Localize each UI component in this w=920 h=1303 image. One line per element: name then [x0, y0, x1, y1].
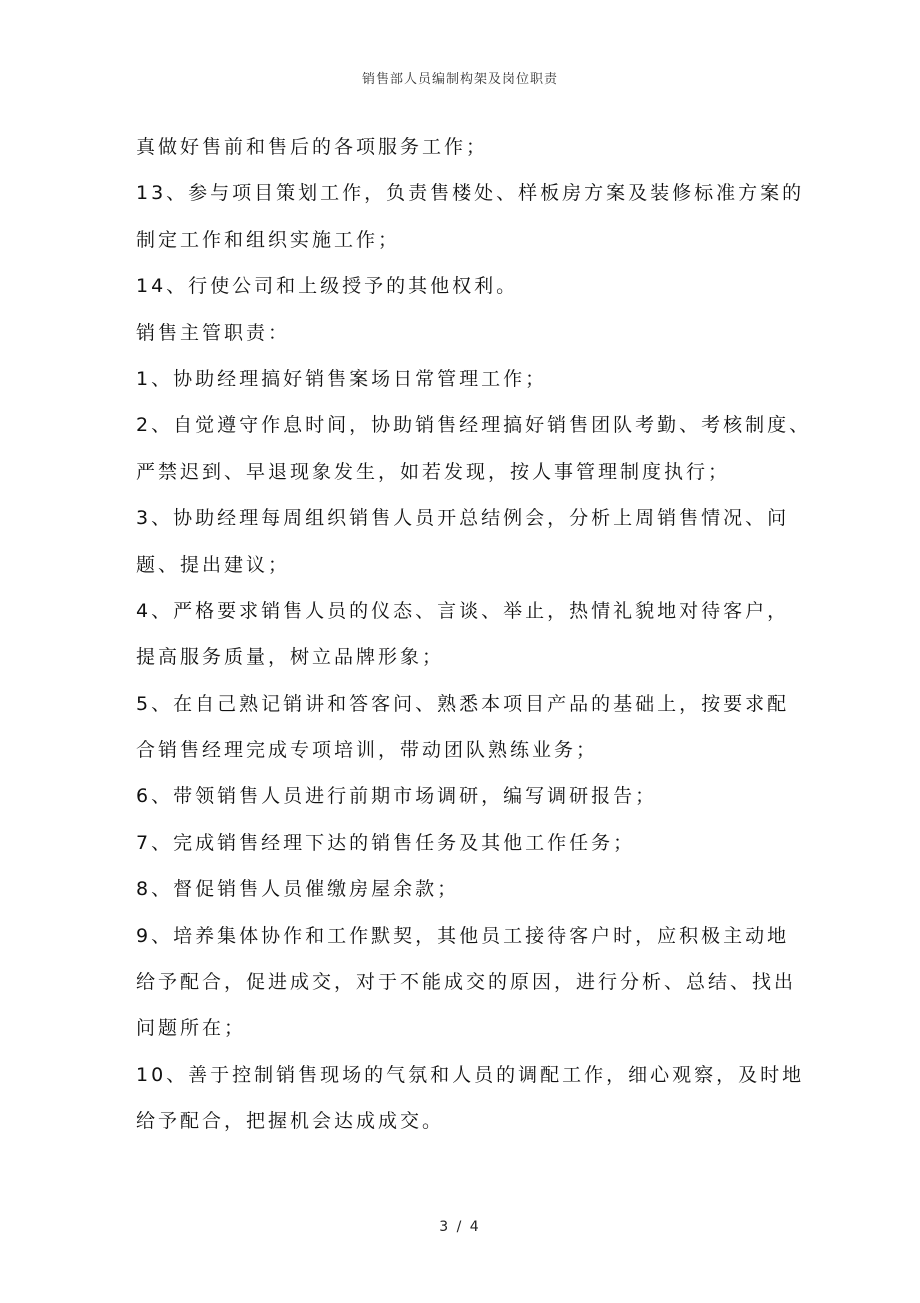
text-line: 真做好售前和售后的各项服务工作；	[136, 136, 489, 158]
text-line: 6、带领销售人员进行前期市场调研，编写调研报告；	[136, 785, 658, 808]
text-line: 提高服务质量，树立品牌形象；	[136, 646, 445, 669]
page-number: 3 / 4	[439, 1219, 481, 1235]
text-line: 2、自觉遵守作息时间，协助销售经理搞好销售团队考勤、考核制度、	[136, 414, 812, 437]
text-line: 3、协助经理每周组织销售人员开总结例会，分析上周销售情况、问	[136, 507, 790, 530]
text-line: 10、善于控制销售现场的气氛和人员的调配工作，细心观察，及时地	[136, 1063, 805, 1086]
text-line: 5、在自己熟记销讲和答客问、熟悉本项目产品的基础上，按要求配	[136, 692, 790, 715]
text-line: 7、完成销售经理下达的销售任务及其他工作任务；	[136, 831, 636, 854]
text-line: 合销售经理完成专项培训，带动团队熟练业务；	[136, 739, 599, 762]
text-line: 给予配合，把握机会达成成交。	[136, 1110, 445, 1133]
text-line: 9、培养集体协作和工作默契，其他员工接待客户时，应积极主动地	[136, 924, 790, 947]
text-line: 问题所在；	[136, 1017, 247, 1040]
text-line: 给予配合，促进成交，对于不能成交的原因，进行分析、总结、找出	[136, 971, 797, 994]
page-header: 销售部人员编制构架及岗位职责	[361, 72, 558, 87]
text-line: 4、严格要求销售人员的仪态、言谈、举止，热情礼貌地对待客户，	[136, 599, 790, 622]
text-line: 8、督促销售人员催缴房屋余款；	[136, 878, 460, 901]
text-line: 14、行使公司和上级授予的其他权利。	[136, 275, 519, 298]
text-line: 1、协助经理搞好销售案场日常管理工作；	[136, 367, 548, 390]
text-line: 制定工作和组织实施工作；	[136, 228, 401, 251]
text-line: 严禁迟到、早退现象发生，如若发现，按人事管理制度执行；	[136, 460, 731, 483]
text-line: 13、参与项目策划工作，负责售楼处、样板房方案及装修标准方案的	[136, 182, 805, 205]
text-line: 题、提出建议；	[136, 553, 291, 576]
section-heading: 销售主管职责：	[136, 321, 291, 344]
document-body	[136, 124, 812, 1145]
